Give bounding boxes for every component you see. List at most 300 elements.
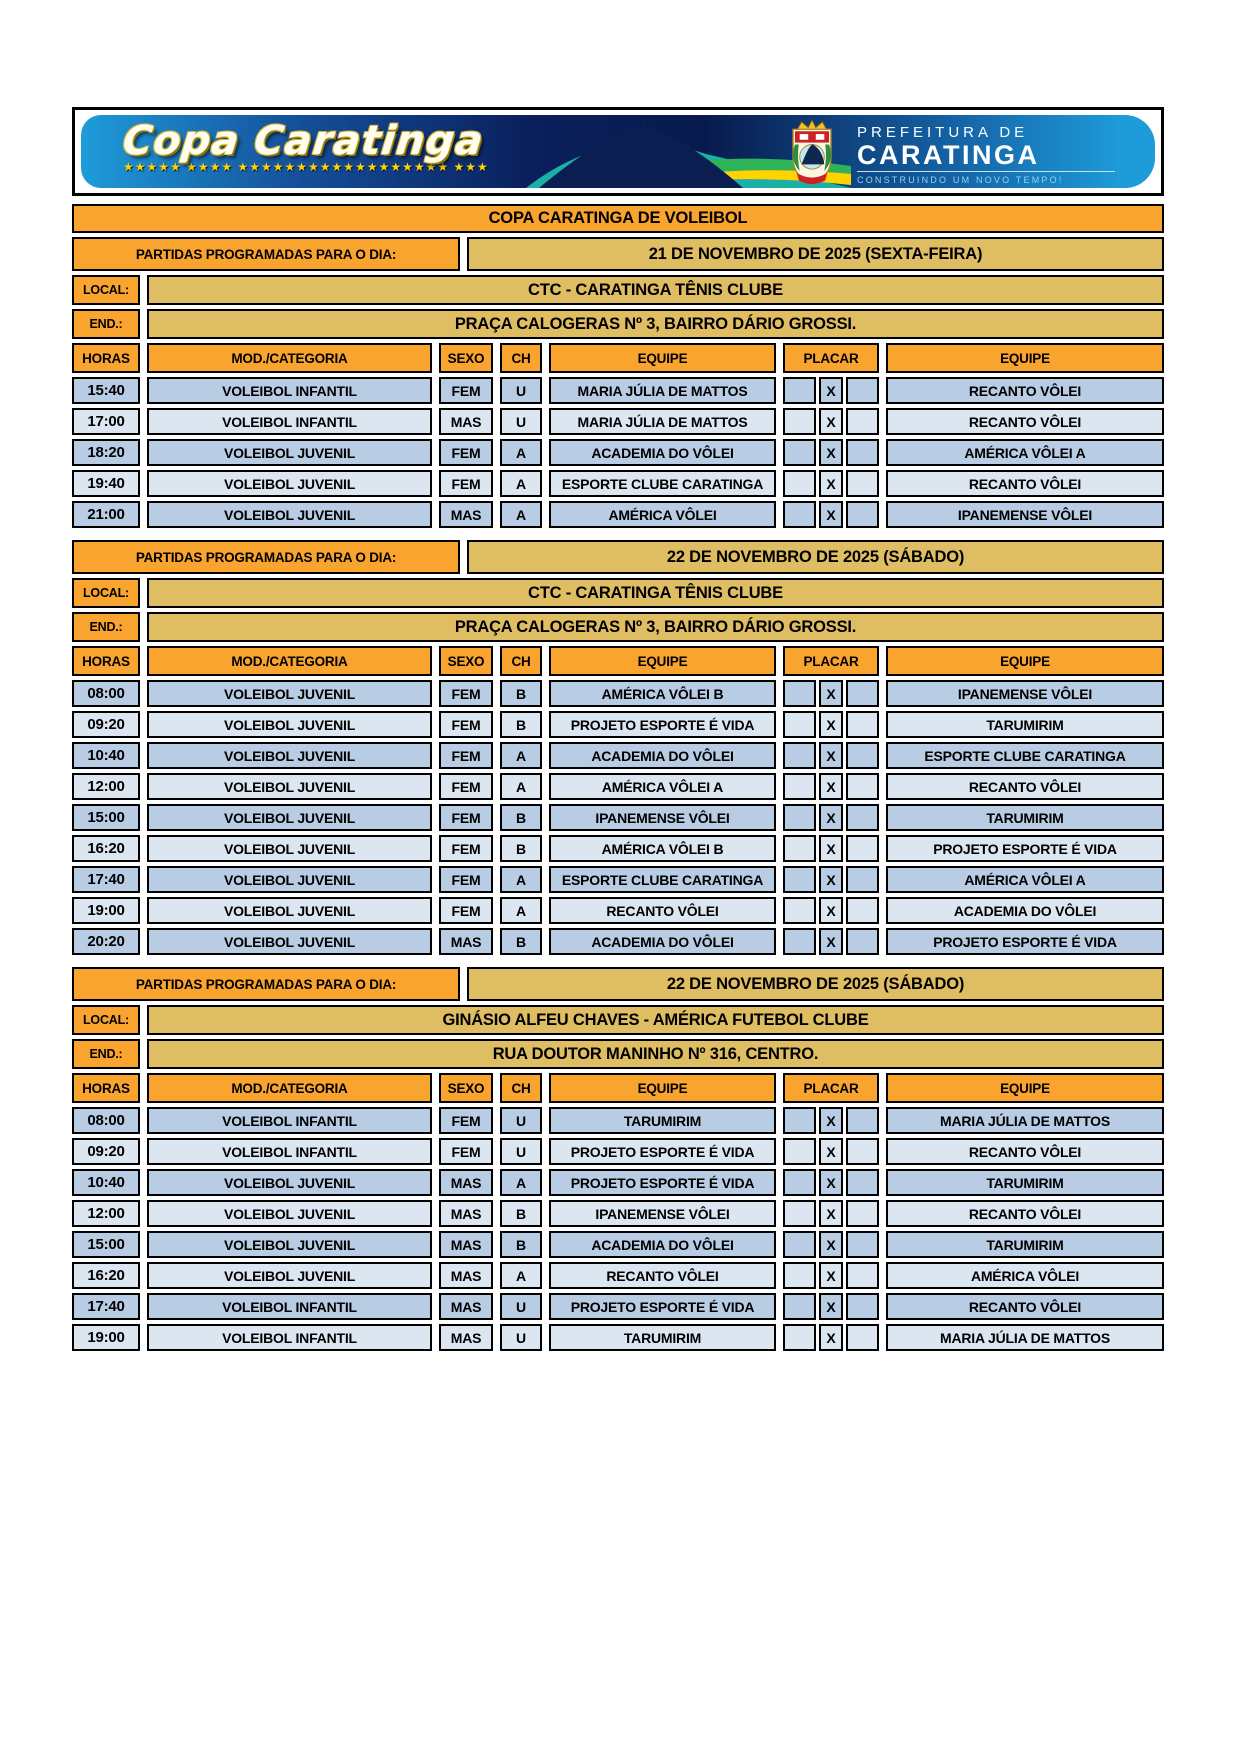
score-x-cell: X <box>819 1169 843 1196</box>
match-row <box>72 1293 1164 1320</box>
match-row <box>72 835 1164 862</box>
match-team1-cell: IPANEMENSE VÔLEI <box>549 804 776 831</box>
address-row <box>72 612 1164 642</box>
match-team2-cell: IPANEMENSE VÔLEI <box>886 680 1164 707</box>
match-sex-cell: FEM <box>439 1138 493 1165</box>
col-header-equipe1: EQUIPE <box>549 646 776 676</box>
match-group-cell: U <box>500 1138 542 1165</box>
schedule-label: PARTIDAS PROGRAMADAS PARA O DIA: <box>72 540 460 574</box>
schedule-label: PARTIDAS PROGRAMADAS PARA O DIA: <box>72 237 460 271</box>
local-row <box>72 578 1164 608</box>
score-box-team1 <box>783 470 816 497</box>
match-team1-cell: PROJETO ESPORTE É VIDA <box>549 711 776 738</box>
score-box-team2 <box>846 804 879 831</box>
match-sex-cell: MAS <box>439 1200 493 1227</box>
score-group <box>783 773 879 800</box>
col-header-categoria: MOD./CATEGORIA <box>147 1073 432 1103</box>
score-x-cell: X <box>819 1262 843 1289</box>
score-x-cell: X <box>819 1324 843 1351</box>
col-header-equipe1: EQUIPE <box>549 1073 776 1103</box>
local-value: CTC - CARATINGA TÊNIS CLUBE <box>147 578 1164 608</box>
score-box-team2 <box>846 773 879 800</box>
col-header-ch: CH <box>500 646 542 676</box>
match-team1-cell: IPANEMENSE VÔLEI <box>549 1200 776 1227</box>
match-row <box>72 742 1164 769</box>
score-box-team1 <box>783 1169 816 1196</box>
score-group <box>783 377 879 404</box>
local-value: CTC - CARATINGA TÊNIS CLUBE <box>147 275 1164 305</box>
col-header-categoria: MOD./CATEGORIA <box>147 343 432 373</box>
caratinga-coat-of-arms-icon <box>781 118 843 188</box>
match-group-cell: B <box>500 680 542 707</box>
local-label: LOCAL: <box>72 275 140 305</box>
score-box-team2 <box>846 1200 879 1227</box>
match-team1-cell: PROJETO ESPORTE É VIDA <box>549 1169 776 1196</box>
match-team2-cell: ACADEMIA DO VÔLEI <box>886 897 1164 924</box>
match-row <box>72 1324 1164 1351</box>
score-x-cell: X <box>819 377 843 404</box>
match-row <box>72 804 1164 831</box>
match-category-cell: VOLEIBOL JUVENIL <box>147 1262 432 1289</box>
local-row <box>72 1005 1164 1035</box>
match-team1-cell: AMÉRICA VÔLEI B <box>549 835 776 862</box>
schedule-header-row <box>72 237 1164 271</box>
match-team2-cell: RECANTO VÔLEI <box>886 1293 1164 1320</box>
match-time-cell: 10:40 <box>72 742 140 769</box>
match-team1-cell: ACADEMIA DO VÔLEI <box>549 439 776 466</box>
score-x-cell: X <box>819 711 843 738</box>
col-header-horas: HORAS <box>72 646 140 676</box>
score-group <box>783 897 879 924</box>
score-box-team1 <box>783 835 816 862</box>
score-box-team1 <box>783 1231 816 1258</box>
score-box-team1 <box>783 1293 816 1320</box>
match-team1-cell: ESPORTE CLUBE CARATINGA <box>549 470 776 497</box>
stars-decoration: ★★★★★ ★★★★ ★★★★★★★★★★★★★★★★★★ ★★★ <box>123 160 489 174</box>
match-row <box>72 897 1164 924</box>
match-category-cell: VOLEIBOL JUVENIL <box>147 501 432 528</box>
match-time-cell: 15:00 <box>72 1231 140 1258</box>
match-team2-cell: PROJETO ESPORTE É VIDA <box>886 835 1164 862</box>
schedule-section-3 <box>72 967 1164 1351</box>
match-row <box>72 773 1164 800</box>
score-group <box>783 711 879 738</box>
col-header-ch: CH <box>500 343 542 373</box>
score-group <box>783 1324 879 1351</box>
match-category-cell: VOLEIBOL INFANTIL <box>147 1138 432 1165</box>
prefeitura-line1: PREFEITURA DE <box>857 124 1029 141</box>
match-category-cell: VOLEIBOL INFANTIL <box>147 377 432 404</box>
prefeitura-line2: CARATINGA <box>857 140 1040 170</box>
match-row <box>72 1107 1164 1134</box>
score-group <box>783 1138 879 1165</box>
score-box-team1 <box>783 680 816 707</box>
match-sex-cell: FEM <box>439 439 493 466</box>
score-box-team1 <box>783 742 816 769</box>
score-box-team1 <box>783 866 816 893</box>
schedule-section-1 <box>72 237 1164 528</box>
score-x-cell: X <box>819 439 843 466</box>
score-box-team2 <box>846 1138 879 1165</box>
score-group <box>783 1107 879 1134</box>
col-header-sexo: SEXO <box>439 1073 493 1103</box>
score-box-team2 <box>846 742 879 769</box>
match-category-cell: VOLEIBOL INFANTIL <box>147 1324 432 1351</box>
prefeitura-block <box>857 124 1125 185</box>
score-box-team2 <box>846 897 879 924</box>
match-sex-cell: FEM <box>439 1107 493 1134</box>
score-box-team2 <box>846 1324 879 1351</box>
match-group-cell: B <box>500 804 542 831</box>
address-label: END.: <box>72 309 140 339</box>
score-box-team1 <box>783 773 816 800</box>
col-header-sexo: SEXO <box>439 646 493 676</box>
score-group <box>783 1200 879 1227</box>
score-group <box>783 928 879 955</box>
match-sex-cell: MAS <box>439 1324 493 1351</box>
score-box-team1 <box>783 408 816 435</box>
score-box-team2 <box>846 501 879 528</box>
score-box-team1 <box>783 501 816 528</box>
match-category-cell: VOLEIBOL JUVENIL <box>147 680 432 707</box>
match-group-cell: A <box>500 742 542 769</box>
match-row <box>72 377 1164 404</box>
match-team1-cell: MARIA JÚLIA DE MATTOS <box>549 377 776 404</box>
match-group-cell: U <box>500 1293 542 1320</box>
score-box-team1 <box>783 711 816 738</box>
score-x-cell: X <box>819 408 843 435</box>
match-time-cell: 09:20 <box>72 711 140 738</box>
score-group <box>783 680 879 707</box>
match-team1-cell: MARIA JÚLIA DE MATTOS <box>549 408 776 435</box>
match-team2-cell: TARUMIRIM <box>886 711 1164 738</box>
banner <box>81 115 1155 188</box>
content <box>72 107 1164 1363</box>
score-box-team1 <box>783 1107 816 1134</box>
sections-container <box>72 237 1164 1351</box>
schedule-date: 22 DE NOVEMBRO DE 2025 (SÁBADO) <box>467 540 1164 574</box>
columns-header-row <box>72 343 1164 373</box>
score-box-team2 <box>846 470 879 497</box>
address-value: PRAÇA CALOGERAS Nº 3, BAIRRO DÁRIO GROSSI. <box>147 612 1164 642</box>
schedule-section-2 <box>72 540 1164 955</box>
score-group <box>783 742 879 769</box>
score-box-team1 <box>783 377 816 404</box>
score-box-team2 <box>846 835 879 862</box>
match-team1-cell: RECANTO VÔLEI <box>549 897 776 924</box>
col-header-sexo: SEXO <box>439 343 493 373</box>
match-category-cell: VOLEIBOL JUVENIL <box>147 742 432 769</box>
score-group <box>783 439 879 466</box>
match-team2-cell: RECANTO VÔLEI <box>886 773 1164 800</box>
match-time-cell: 08:00 <box>72 1107 140 1134</box>
score-group <box>783 408 879 435</box>
match-team2-cell: RECANTO VÔLEI <box>886 408 1164 435</box>
match-sex-cell: MAS <box>439 1169 493 1196</box>
local-label: LOCAL: <box>72 1005 140 1035</box>
match-time-cell: 15:40 <box>72 377 140 404</box>
address-label: END.: <box>72 1039 140 1069</box>
score-x-cell: X <box>819 835 843 862</box>
match-sex-cell: FEM <box>439 835 493 862</box>
match-group-cell: A <box>500 1169 542 1196</box>
score-group <box>783 835 879 862</box>
score-x-cell: X <box>819 897 843 924</box>
score-box-team2 <box>846 1293 879 1320</box>
copa-caratinga-logo <box>120 118 489 174</box>
score-x-cell: X <box>819 1200 843 1227</box>
match-group-cell: A <box>500 773 542 800</box>
col-header-placar: PLACAR <box>783 646 879 676</box>
col-header-ch: CH <box>500 1073 542 1103</box>
match-category-cell: VOLEIBOL JUVENIL <box>147 866 432 893</box>
match-sex-cell: FEM <box>439 470 493 497</box>
score-box-team2 <box>846 377 879 404</box>
match-group-cell: A <box>500 470 542 497</box>
match-sex-cell: MAS <box>439 928 493 955</box>
score-group <box>783 470 879 497</box>
match-group-cell: U <box>500 1324 542 1351</box>
match-team1-cell: TARUMIRIM <box>549 1107 776 1134</box>
col-header-equipe1: EQUIPE <box>549 343 776 373</box>
match-team2-cell: AMÉRICA VÔLEI <box>886 1262 1164 1289</box>
match-team2-cell: TARUMIRIM <box>886 1169 1164 1196</box>
match-group-cell: A <box>500 1262 542 1289</box>
match-group-cell: B <box>500 711 542 738</box>
address-row <box>72 309 1164 339</box>
local-row <box>72 275 1164 305</box>
match-sex-cell: FEM <box>439 804 493 831</box>
score-group <box>783 804 879 831</box>
score-group <box>783 1231 879 1258</box>
match-category-cell: VOLEIBOL JUVENIL <box>147 897 432 924</box>
schedule-label: PARTIDAS PROGRAMADAS PARA O DIA: <box>72 967 460 1001</box>
match-sex-cell: MAS <box>439 1262 493 1289</box>
col-header-categoria: MOD./CATEGORIA <box>147 646 432 676</box>
match-team2-cell: RECANTO VÔLEI <box>886 470 1164 497</box>
score-box-team2 <box>846 1107 879 1134</box>
match-category-cell: VOLEIBOL JUVENIL <box>147 439 432 466</box>
score-box-team1 <box>783 928 816 955</box>
match-team1-cell: ACADEMIA DO VÔLEI <box>549 928 776 955</box>
match-time-cell: 21:00 <box>72 501 140 528</box>
score-box-team2 <box>846 680 879 707</box>
schedule-date: 21 DE NOVEMBRO DE 2025 (SEXTA-FEIRA) <box>467 237 1164 271</box>
score-x-cell: X <box>819 804 843 831</box>
match-time-cell: 09:20 <box>72 1138 140 1165</box>
match-group-cell: B <box>500 1231 542 1258</box>
address-value: RUA DOUTOR MANINHO Nº 316, CENTRO. <box>147 1039 1164 1069</box>
local-label: LOCAL: <box>72 578 140 608</box>
score-x-cell: X <box>819 470 843 497</box>
col-header-equipe2: EQUIPE <box>886 1073 1164 1103</box>
match-group-cell: B <box>500 835 542 862</box>
score-group <box>783 501 879 528</box>
match-time-cell: 19:40 <box>72 470 140 497</box>
match-sex-cell: FEM <box>439 377 493 404</box>
match-team2-cell: TARUMIRIM <box>886 1231 1164 1258</box>
local-value: GINÁSIO ALFEU CHAVES - AMÉRICA FUTEBOL CLUBE <box>147 1005 1164 1035</box>
match-sex-cell: FEM <box>439 773 493 800</box>
match-group-cell: A <box>500 866 542 893</box>
score-x-cell: X <box>819 773 843 800</box>
match-row <box>72 408 1164 435</box>
match-row <box>72 1169 1164 1196</box>
score-box-team2 <box>846 866 879 893</box>
prefeitura-slogan: CONSTRUINDO UM NOVO TEMPO! <box>857 175 1064 185</box>
match-team1-cell: PROJETO ESPORTE É VIDA <box>549 1293 776 1320</box>
score-box-team1 <box>783 439 816 466</box>
match-team2-cell: RECANTO VÔLEI <box>886 377 1164 404</box>
score-box-team1 <box>783 897 816 924</box>
score-box-team2 <box>846 1169 879 1196</box>
score-box-team2 <box>846 439 879 466</box>
address-value: PRAÇA CALOGERAS Nº 3, BAIRRO DÁRIO GROSSI. <box>147 309 1164 339</box>
score-group <box>783 1262 879 1289</box>
score-x-cell: X <box>819 680 843 707</box>
score-x-cell: X <box>819 1293 843 1320</box>
columns-header-row <box>72 1073 1164 1103</box>
match-row <box>72 1138 1164 1165</box>
match-team1-cell: TARUMIRIM <box>549 1324 776 1351</box>
match-time-cell: 19:00 <box>72 897 140 924</box>
match-time-cell: 12:00 <box>72 773 140 800</box>
match-row <box>72 928 1164 955</box>
match-team1-cell: PROJETO ESPORTE É VIDA <box>549 1138 776 1165</box>
match-time-cell: 17:40 <box>72 1293 140 1320</box>
match-sex-cell: MAS <box>439 1231 493 1258</box>
col-header-horas: HORAS <box>72 1073 140 1103</box>
match-sex-cell: FEM <box>439 711 493 738</box>
match-category-cell: VOLEIBOL INFANTIL <box>147 1107 432 1134</box>
divider <box>857 171 1115 172</box>
match-sex-cell: FEM <box>439 680 493 707</box>
match-team1-cell: ACADEMIA DO VÔLEI <box>549 742 776 769</box>
score-box-team2 <box>846 408 879 435</box>
col-header-horas: HORAS <box>72 343 140 373</box>
match-team2-cell: PROJETO ESPORTE É VIDA <box>886 928 1164 955</box>
match-category-cell: VOLEIBOL JUVENIL <box>147 470 432 497</box>
match-category-cell: VOLEIBOL JUVENIL <box>147 1169 432 1196</box>
match-team1-cell: RECANTO VÔLEI <box>549 1262 776 1289</box>
address-row <box>72 1039 1164 1069</box>
match-row <box>72 470 1164 497</box>
match-group-cell: U <box>500 408 542 435</box>
match-row <box>72 439 1164 466</box>
score-box-team2 <box>846 928 879 955</box>
match-team2-cell: IPANEMENSE VÔLEI <box>886 501 1164 528</box>
match-category-cell: VOLEIBOL JUVENIL <box>147 773 432 800</box>
score-x-cell: X <box>819 928 843 955</box>
score-x-cell: X <box>819 742 843 769</box>
match-category-cell: VOLEIBOL INFANTIL <box>147 1293 432 1320</box>
copa-caratinga-title: Copa Caratinga <box>120 118 486 164</box>
score-box-team1 <box>783 1138 816 1165</box>
match-team2-cell: MARIA JÚLIA DE MATTOS <box>886 1107 1164 1134</box>
score-box-team2 <box>846 711 879 738</box>
match-row <box>72 1231 1164 1258</box>
match-sex-cell: MAS <box>439 408 493 435</box>
match-time-cell: 20:20 <box>72 928 140 955</box>
match-group-cell: B <box>500 928 542 955</box>
match-team2-cell: MARIA JÚLIA DE MATTOS <box>886 1324 1164 1351</box>
schedule-header-row <box>72 967 1164 1001</box>
match-category-cell: VOLEIBOL INFANTIL <box>147 408 432 435</box>
columns-header-row <box>72 646 1164 676</box>
score-group <box>783 1169 879 1196</box>
score-box-team1 <box>783 804 816 831</box>
match-row <box>72 501 1164 528</box>
score-x-cell: X <box>819 1138 843 1165</box>
match-sex-cell: FEM <box>439 866 493 893</box>
match-team1-cell: AMÉRICA VÔLEI A <box>549 773 776 800</box>
match-time-cell: 19:00 <box>72 1324 140 1351</box>
match-team2-cell: RECANTO VÔLEI <box>886 1200 1164 1227</box>
score-group <box>783 866 879 893</box>
match-team1-cell: AMÉRICA VÔLEI <box>549 501 776 528</box>
match-category-cell: VOLEIBOL JUVENIL <box>147 1231 432 1258</box>
match-group-cell: A <box>500 897 542 924</box>
match-team1-cell: ACADEMIA DO VÔLEI <box>549 1231 776 1258</box>
match-time-cell: 12:00 <box>72 1200 140 1227</box>
match-team2-cell: TARUMIRIM <box>886 804 1164 831</box>
col-header-equipe2: EQUIPE <box>886 343 1164 373</box>
schedule-header-row <box>72 540 1164 574</box>
schedule-date: 22 DE NOVEMBRO DE 2025 (SÁBADO) <box>467 967 1164 1001</box>
match-time-cell: 10:40 <box>72 1169 140 1196</box>
match-category-cell: VOLEIBOL JUVENIL <box>147 835 432 862</box>
match-team2-cell: AMÉRICA VÔLEI A <box>886 439 1164 466</box>
match-group-cell: A <box>500 439 542 466</box>
score-x-cell: X <box>819 1107 843 1134</box>
address-label: END.: <box>72 612 140 642</box>
match-time-cell: 08:00 <box>72 680 140 707</box>
col-header-equipe2: EQUIPE <box>886 646 1164 676</box>
col-header-placar: PLACAR <box>783 343 879 373</box>
match-group-cell: U <box>500 1107 542 1134</box>
match-row <box>72 711 1164 738</box>
banner-frame <box>72 107 1164 196</box>
score-box-team1 <box>783 1200 816 1227</box>
match-time-cell: 17:00 <box>72 408 140 435</box>
score-group <box>783 1293 879 1320</box>
match-sex-cell: FEM <box>439 742 493 769</box>
match-row <box>72 680 1164 707</box>
match-sex-cell: FEM <box>439 897 493 924</box>
match-group-cell: B <box>500 1200 542 1227</box>
score-box-team2 <box>846 1231 879 1258</box>
score-box-team1 <box>783 1262 816 1289</box>
match-time-cell: 17:40 <box>72 866 140 893</box>
score-x-cell: X <box>819 866 843 893</box>
match-category-cell: VOLEIBOL JUVENIL <box>147 711 432 738</box>
match-row <box>72 1262 1164 1289</box>
main-title-row <box>72 204 1164 233</box>
score-x-cell: X <box>819 501 843 528</box>
match-row <box>72 866 1164 893</box>
match-row <box>72 1200 1164 1227</box>
match-category-cell: VOLEIBOL JUVENIL <box>147 928 432 955</box>
match-group-cell: A <box>500 501 542 528</box>
score-box-team1 <box>783 1324 816 1351</box>
match-group-cell: U <box>500 377 542 404</box>
score-x-cell: X <box>819 1231 843 1258</box>
match-team2-cell: AMÉRICA VÔLEI A <box>886 866 1164 893</box>
match-category-cell: VOLEIBOL JUVENIL <box>147 804 432 831</box>
match-team1-cell: AMÉRICA VÔLEI B <box>549 680 776 707</box>
match-category-cell: VOLEIBOL JUVENIL <box>147 1200 432 1227</box>
match-time-cell: 15:00 <box>72 804 140 831</box>
